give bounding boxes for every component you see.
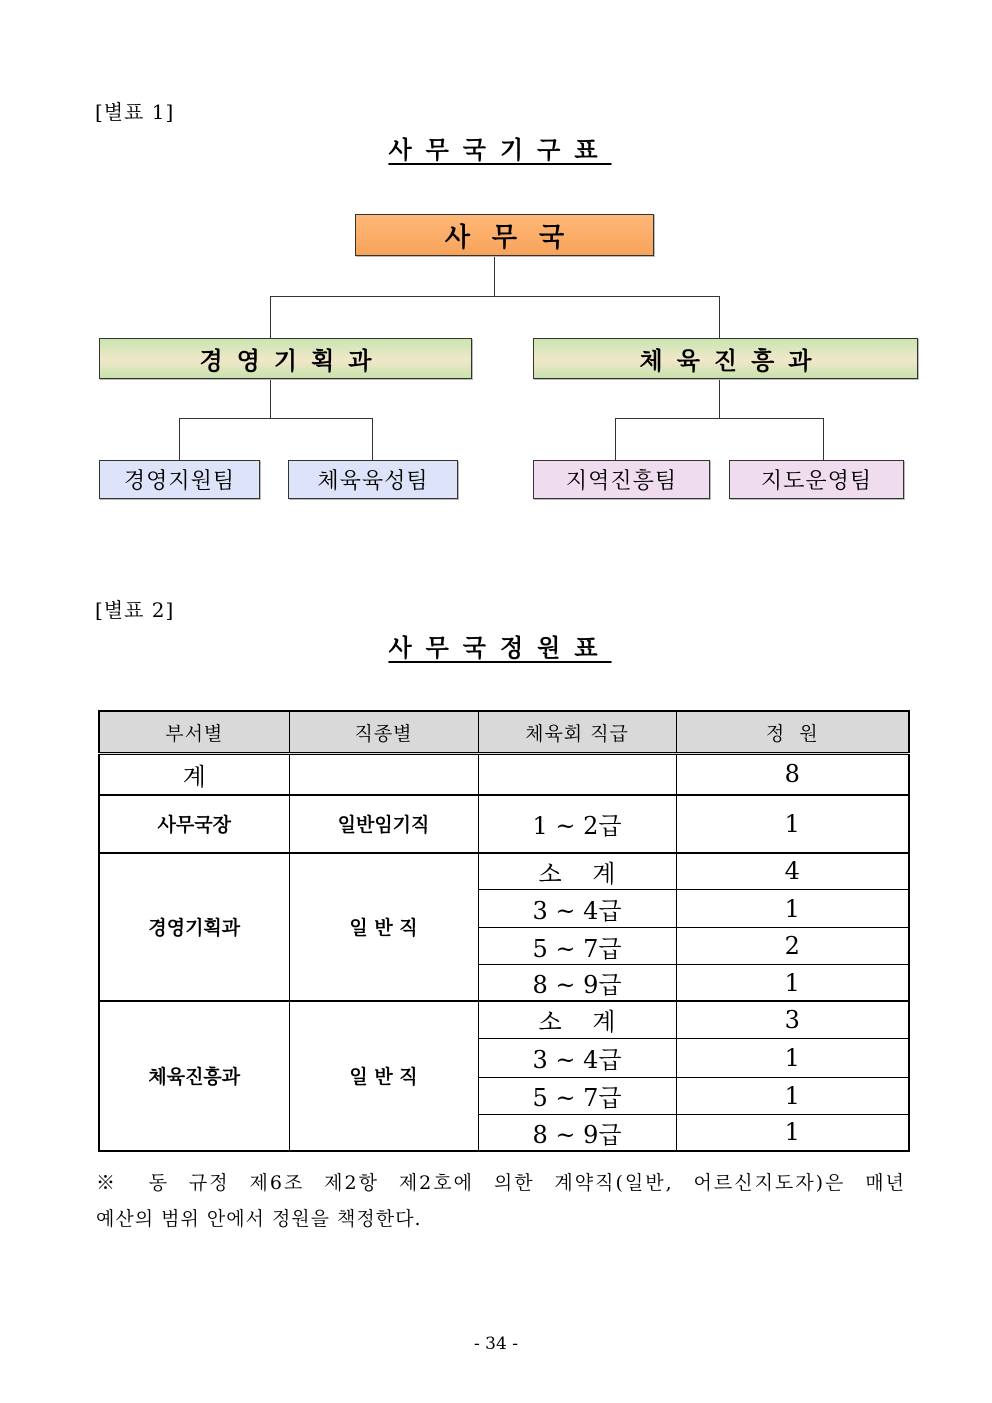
connector-line (719, 378, 720, 418)
director-dept: 사무국장 (99, 795, 289, 853)
total-value: 8 (676, 754, 909, 795)
header-count: 정 원 (676, 711, 909, 754)
empty-cell (478, 754, 676, 795)
header-dept: 부서별 (99, 711, 289, 754)
count-cell: 1 (676, 1114, 909, 1151)
connector-line (270, 378, 271, 418)
table-header-row (99, 711, 909, 754)
table-row-director (99, 795, 909, 853)
appendix2-label: [별표 2] (95, 598, 175, 622)
header-grade: 체육회 직급 (478, 711, 676, 754)
org-dept-management: 경영기획과 (99, 338, 472, 379)
connector-line (719, 296, 720, 338)
org-top-box: 사무국 (355, 214, 654, 256)
footnote-line-1: ※ 동 규정 제6조 제2항 제2호에 의한 계약직(일반, 어르신지도자)은 매년 (96, 1172, 906, 1194)
total-label: 계 (99, 754, 289, 795)
count-cell: 1 (676, 1077, 909, 1114)
connector-line (494, 255, 495, 296)
table-row (99, 853, 909, 890)
grade-cell: 소 계 (478, 853, 676, 890)
page-number: - 34 - (474, 1334, 518, 1354)
grade-cell: 5 ~ 7급 (478, 928, 676, 965)
footnote-line-2: 예산의 범위 안에서 정원을 책정한다. (96, 1208, 422, 1230)
org-team-coaching-operation: 지도운영팀 (729, 460, 904, 499)
count-cell: 1 (676, 965, 909, 1002)
grade-cell: 8 ~ 9급 (478, 965, 676, 1002)
connector-line (179, 418, 373, 419)
count-cell: 1 (676, 1038, 909, 1077)
count-cell: 4 (676, 853, 909, 890)
count-cell: 3 (676, 1001, 909, 1038)
connector-line (823, 418, 824, 460)
footnote (96, 1165, 906, 1237)
director-count: 1 (676, 795, 909, 853)
count-cell: 1 (676, 890, 909, 928)
connector-line (372, 418, 373, 460)
appendix1-label: [별표 1] (95, 100, 175, 124)
table-row (99, 1001, 909, 1038)
appendix1-title: 사무국기구표 (388, 135, 612, 164)
director-type: 일반임기직 (289, 795, 478, 853)
org-team-sports-development: 체육육성팀 (288, 460, 458, 499)
group2-type: 일 반 직 (289, 1001, 478, 1151)
group2-dept: 체육진흥과 (99, 1001, 289, 1151)
org-team-management-support: 경영지원팀 (99, 460, 260, 499)
connector-line (179, 418, 180, 460)
grade-cell: 3 ~ 4급 (478, 890, 676, 928)
table-row-total (99, 754, 909, 795)
staffing-table (98, 710, 910, 1152)
empty-cell (289, 754, 478, 795)
director-grade: 1 ~ 2급 (478, 795, 676, 853)
grade-cell: 소 계 (478, 1001, 676, 1038)
grade-cell: 8 ~ 9급 (478, 1114, 676, 1151)
group1-type: 일 반 직 (289, 853, 478, 1002)
connector-line (270, 296, 271, 338)
org-dept-sports: 체육진흥과 (533, 338, 918, 379)
grade-cell: 3 ~ 4급 (478, 1038, 676, 1077)
count-cell: 2 (676, 928, 909, 965)
appendix2-title: 사무국정원표 (388, 633, 612, 662)
connector-line (615, 418, 824, 419)
connector-line (615, 418, 616, 460)
header-job-type: 직종별 (289, 711, 478, 754)
group1-dept: 경영기획과 (99, 853, 289, 1002)
connector-line (270, 296, 720, 297)
org-team-regional-promotion: 지역진흥팀 (533, 460, 710, 499)
grade-cell: 5 ~ 7급 (478, 1077, 676, 1114)
